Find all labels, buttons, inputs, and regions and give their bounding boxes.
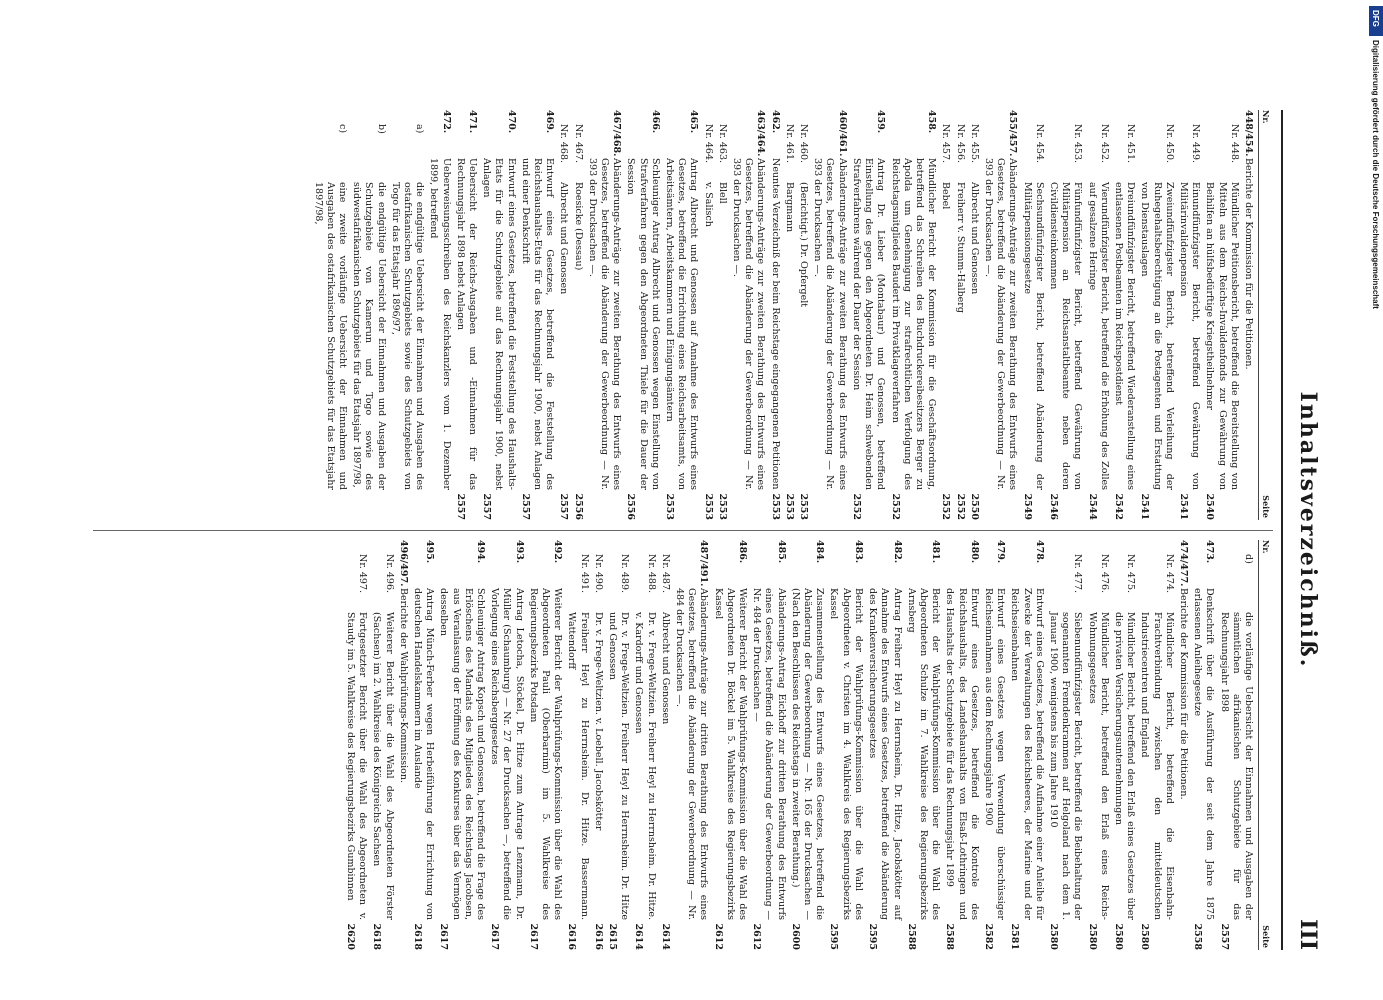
entry-text: Albrecht und Genossen	[659, 612, 671, 725]
entry-number: Nr. 457.	[940, 124, 952, 164]
entry-text: Freiherr v. Stumm-Halberg	[954, 182, 966, 313]
toc-entry	[397, 540, 409, 950]
toc-entry	[1085, 110, 1109, 520]
entry-number: Nr. 490.	[592, 554, 604, 594]
entry-number: Nr. 468.	[558, 124, 570, 164]
entry-number: b)	[375, 124, 387, 134]
entry-text: Roesicke (Dessau)	[572, 182, 584, 271]
entry-number: Nr. 488.	[645, 554, 657, 594]
entry-number: Nr. 461.	[783, 124, 795, 164]
entry-page: 2580	[1112, 923, 1124, 950]
entry-number: 484.	[814, 540, 826, 564]
entry-number: 472.	[440, 110, 452, 134]
entry-page: 2557	[519, 493, 531, 520]
entry-page: 2582	[982, 923, 994, 950]
entry-number: 465.	[688, 110, 700, 134]
entry-page: 2617	[438, 923, 450, 950]
toc-entry	[565, 540, 589, 950]
entry-number: Nr. 477.	[1072, 554, 1084, 594]
toc-entry	[797, 110, 809, 520]
toc-entry	[519, 110, 556, 520]
toc-entry	[527, 540, 564, 950]
entry-text: Abänderungs-Anträge zur zweiten Berathung des Entwurfs eines Gesetzes, betreffend die Abänderung der Gewerbeordnung — Nr. 393 der Drucksachen —.	[812, 158, 848, 490]
column-divider	[93, 530, 1273, 531]
entry-page: 2580	[1086, 923, 1098, 950]
toc-entry	[730, 110, 767, 520]
entry-text: Weiterer Bericht der Wahlprüfungs-Kommission über die Wahl des Abgeordneten Pauli (Oberbarnim) im 5. Wahlkreise des Regierungsbezirks Potsdam	[527, 588, 564, 920]
entry-number: c)	[336, 124, 348, 134]
entry-number: 486.	[737, 540, 749, 564]
header-rule	[1281, 110, 1283, 950]
entry-number: 474/477.	[1177, 540, 1189, 587]
entry-page: 2616	[566, 923, 578, 950]
entry-number: 458.	[926, 110, 938, 134]
toc-entry	[1242, 110, 1254, 520]
entry-number: 492.	[552, 540, 564, 564]
entry-number: d)	[1243, 554, 1254, 564]
entry-number: 455/457.	[1007, 110, 1019, 157]
entry-text: Entwurf eines Gesetzes, betreffend die Feststellung des Reichshaushalts-Etats für das Rechnungsjahr 1900, nebst Anlagen und einer Denkschrift	[519, 158, 556, 490]
entry-number: Nr. 487.	[659, 554, 671, 594]
entry-page: 2557	[1218, 923, 1230, 950]
toc-entry	[1138, 540, 1175, 950]
entry-number: Nr. 456.	[954, 124, 966, 164]
entry-number: Nr. 474.	[1163, 554, 1175, 594]
toc-entry	[953, 110, 965, 520]
toc-entry	[711, 540, 748, 950]
entry-text: die endgültige Uebersicht der Einnahmen und Ausgaben der Schutzgebiete von Kamerun und Togo sowie des südwestafrikanischen Schutzgebiets für das Etatsjahr 1897/98,	[351, 182, 387, 490]
entry-text: Neuntes Verzeichniß der beim Reichstage eingegangenen Petitionen	[769, 158, 781, 490]
entry-number: a)	[414, 124, 426, 134]
entry-text: Dr. v. Frege-Weltzien. Freiherr Heyl zu Herrnsheim. Dr. Hitze. v. Kardorff und Genossen	[633, 612, 657, 920]
toc-entry	[905, 540, 942, 950]
entry-page: 2553	[769, 493, 781, 520]
entry-number: Nr. 475.	[1125, 554, 1137, 594]
toc-entry	[866, 540, 903, 950]
entry-page: 2558	[1192, 923, 1204, 950]
entry-page: 2612	[712, 923, 724, 950]
entry-number: Nr. 453.	[1072, 124, 1084, 164]
entry-text: Zweiundfünfzigster Bericht, betreffend Verleihung der Ruhegehaltsberechtigung an die Postagenten und Erstattung von Dienstauslagen	[1139, 182, 1175, 490]
entry-text: Zusammenstellung des Entwurfs eines Gesetzes, betreffend die Abänderung der Gewerbeordnung — Nr. 165 der Drucksachen — (Nach den Beschlüssen des Reichstags in zweiter Berathung.)	[789, 588, 826, 920]
entry-page: 2557	[481, 493, 493, 520]
toc-entry	[701, 110, 713, 520]
entry-page: 2541	[1139, 493, 1151, 520]
toc-entry	[716, 110, 728, 520]
document-page	[78, 20, 1343, 970]
toc-entry	[982, 110, 1019, 520]
entry-text: Entwurf eines Gesetzes, betreffend die Kontrole des Reichshaushalts, des Landeshaushalts von Elsaß-Lothringen und des Haushalts der Schutzgebiete für das Rechnungsjahr 1899	[944, 588, 980, 920]
entry-text: Vierundfünfzigster Bericht, betreffend die Erhöhung des Zolles auf gesalzene Heringe	[1086, 182, 1110, 490]
toc-entry	[768, 110, 780, 520]
entry-number: 471.	[467, 110, 479, 134]
entry-text: Antrag Freiherr Heyl zu Herrnsheim, Dr. Hitze, Jacobskötter auf Annahme des Entwurfs eines Gesetzes, betreffend die Abänderung des Krankenversicherungsgesetzes	[867, 588, 903, 920]
entry-page: 2549	[1021, 493, 1033, 520]
entry-text: Bericht der Wahlprüfungs-Kommission über die Wahl des Abgeordneten v. Christen im 4. Wahlkreis des Regierungsbezirks Kassel	[828, 588, 864, 920]
entry-text: Bebel	[940, 182, 952, 210]
entry-page: 2580	[1139, 923, 1151, 950]
entry-page: 2617	[527, 923, 539, 950]
entry-text: Mündlicher Petitionsbericht, betreffend die Bereitstellung von Mitteln aus dem Reichs-Invalidenfonds zur Gewährung von Beihilfen an hülfsbedürftige Kriegstheilnehmer	[1204, 182, 1240, 490]
entry-text: Dr. v. Frege-Weltzien. v. Loebell. Jacobskötter	[592, 612, 604, 831]
toc-entry	[982, 540, 1006, 950]
toc-entry	[943, 540, 980, 950]
toc-entry	[344, 540, 368, 950]
entry-page: 2552	[850, 493, 862, 520]
entry-text: Abänderungs-Anträge zur dritten Berathung des Entwurfs eines Gesetzes, betreffend die Abänderung der Gewerbeordnung — Nr. 484 der Drucksachen —.	[674, 588, 710, 920]
entry-number: Nr. 460.	[798, 124, 810, 164]
entry-number: Nr. 448.	[1228, 124, 1240, 164]
toc-entry	[1112, 540, 1136, 950]
entry-number: 467/468.	[611, 110, 623, 157]
toc-entry	[1217, 540, 1254, 950]
toc-entry	[389, 110, 426, 520]
entry-text: Uebersicht der Reichs-Ausgaben und -Einnahmen für das Rechnungsjahr 1898 nebst Anlagen	[454, 158, 479, 490]
entry-text: Berichte der Kommission für die Petitionen.	[1243, 158, 1254, 370]
entry-number: 485.	[775, 540, 787, 564]
entry-text: Abänderungs-Antrag Eickhoff zur dritten Berathung des Entwurfs eines Gesetzes, betreffend die Abänderung der Gewerbeordnung — Nr. 484 der Drucksachen —	[751, 588, 787, 920]
right-column	[93, 540, 1273, 950]
entry-page: 2612	[751, 923, 763, 950]
entry-number: 460/461.	[836, 110, 848, 157]
toc-entry	[571, 110, 583, 520]
toc-entry	[1191, 540, 1215, 950]
entry-number: 479.	[995, 540, 1007, 564]
entry-text: die vorläufige Uebersicht der Einnahmen und Ausgaben der sämmtlichen afrikanischen Schutzgebiete für das Rechnungsjahr 1898	[1218, 612, 1254, 920]
entry-page: 2595	[867, 923, 879, 950]
entry-page: 2544	[1086, 493, 1098, 520]
toc-entry	[454, 110, 478, 520]
entry-number: 470.	[505, 110, 517, 134]
entry-number: 483.	[852, 540, 864, 564]
seite-label: Seite	[1261, 925, 1271, 948]
dfg-logo	[1369, 6, 1383, 36]
toc-entry	[632, 540, 656, 950]
digitization-note	[1372, 40, 1383, 640]
entry-number: 469.	[544, 110, 556, 134]
entry-text: Entwurf eines Gesetzes, betreffend die Feststellung des Haushalts-Etats für die Schutzgebiete auf das Rechnungsjahr 1900, nebst Anlagen	[481, 158, 517, 490]
nr-label: Nr.	[1261, 540, 1271, 554]
entry-number: 478.	[1033, 540, 1045, 564]
entry-page: 2580	[1047, 923, 1059, 950]
toc-entry	[311, 110, 348, 520]
entry-page: 2553	[798, 493, 810, 520]
entry-text: Bericht der Wahlprüfungs-Kommission über die Wahl des Abgeordneten Schulze im 7. Wahlkreise des Regierungsbezirks Arnsberg	[905, 588, 942, 920]
toc-entry	[586, 110, 623, 520]
entry-page: 2542	[1112, 493, 1124, 520]
toc-entry	[606, 540, 630, 950]
entry-text: eine zweite vorläufige Uebersicht der Einnahmen und Ausgaben des ostafrikanischen Schutzgebiets für das Etatsjahr 1897/98,	[312, 182, 348, 490]
entry-number: 494.	[475, 540, 487, 564]
toc-entry	[370, 540, 394, 950]
entry-text: Freiherr Heyl zu Herrnsheim. Dr. Hitze. Bassermann. Wattendorff	[566, 612, 590, 920]
entry-text: Albrecht und Genossen	[968, 182, 980, 295]
entry-page: 2616	[592, 923, 604, 950]
entry-number: Nr. 454.	[1033, 124, 1045, 164]
toc-entry	[488, 540, 525, 950]
entry-page: 2556	[572, 493, 584, 520]
entry-text: Antrag Letocha, Stöckel, Dr. Hitze zum Antrage Lenzmann, Dr. Müller (Schaumburg) — Nr. 27 der Drucksachen —, betreffend die Vorlegung eines Reichsberggesetzes	[489, 588, 525, 920]
entry-text: Fünfundfünfzigster Bericht, betreffend Gewährung von Militärpension an Reichsanstaltbeamte neben deren Civildiensteinkommen	[1047, 182, 1084, 490]
entry-page: 2540	[1204, 493, 1216, 520]
entry-number: Nr. 489.	[619, 554, 631, 594]
toc-entry	[1177, 110, 1201, 520]
entry-text: Einundfünfzigster Bericht, betreffend Gewährung von Militärinvalidenpension	[1177, 182, 1202, 490]
entry-text: Berichte der Kommission für die Petitionen.	[1177, 588, 1189, 800]
entry-page: 2541	[1177, 493, 1189, 520]
entry-text: Mündlicher Bericht der Kommission für die Geschäftsordnung, betreffend das Schreiben des Buchdruckereibesitzers Berger zu Apolda um Genehmigung zur strafrechtlichen Verfolgung des Reichstagsmitgliedes Baudert im Privatklageverfahren	[889, 158, 938, 490]
entry-number: Nr. 464.	[702, 124, 714, 164]
toc-entry	[750, 540, 787, 950]
entry-number: Nr. 452.	[1098, 124, 1110, 164]
entry-text: Antrag Dr. Lieber (Montabaur) und Genossen, betreffend Einstellung des gegen den Abgeordneten Dr. Heim schwebenden Strafverfahrens während der Dauer der Session	[850, 158, 887, 490]
entry-page: 2581	[1009, 923, 1021, 950]
entry-text: Blell	[716, 182, 728, 204]
toc-entry	[850, 110, 887, 520]
entry-page: 2553	[716, 493, 728, 520]
entry-text: Abänderungs-Anträge zur zweiten Berathung des Entwurfs eines Gesetzes, betreffend die Abänderung der Gewerbeordnung — Nr. 393 der Drucksachen —.	[586, 158, 623, 490]
entry-number: 482.	[891, 540, 903, 564]
right-entries	[344, 540, 1254, 950]
entry-number: 487/491.	[698, 540, 710, 587]
entry-number: Nr. 496.	[383, 554, 395, 594]
entry-number: 481.	[930, 540, 942, 564]
toc-entry	[480, 110, 517, 520]
toc-entry	[1008, 540, 1045, 950]
entry-number: 496/497.	[397, 540, 409, 587]
toc-entry	[1020, 110, 1044, 520]
entry-page: 2552	[940, 493, 952, 520]
entry-page: 2553	[702, 493, 714, 520]
toc-entry	[1047, 540, 1084, 950]
entry-number: Nr. 451.	[1125, 124, 1137, 164]
entry-number: Nr. 476.	[1098, 554, 1110, 594]
left-entries	[311, 110, 1254, 520]
entry-text: Antrag Münch-Ferber wegen Herbeiführung der Errichtung von deutschen Handelskammern im Auslande	[412, 588, 436, 920]
toc-entry	[968, 110, 980, 520]
toc-entry	[1203, 110, 1240, 520]
entry-page: 2552	[954, 493, 966, 520]
entry-text: Schleuniger Antrag Kopsch und Genossen, betreffend die Frage des Erlöschens des Mandats des Mitgliedes des Reichstags Jacobsen, aus Veranlassung der Eröffnung des Konkurses über das Vermögen desselben	[438, 588, 487, 920]
nr-label: Nr.	[1261, 110, 1271, 124]
entry-page: 2618	[371, 923, 383, 950]
entry-text: v. Salisch	[702, 182, 714, 227]
entry-number: Nr. 455.	[968, 124, 980, 164]
toc-entry	[783, 110, 795, 520]
entry-text: Sechsundfünfzigster Bericht, betreffend Abänderung der Militärpensionsgesetze	[1021, 182, 1045, 490]
entry-text: (Berichtigt.) Dr. Opfergelt	[798, 182, 810, 308]
toc-entry	[663, 110, 700, 520]
entry-text: Mündlicher Bericht, betreffend den Erlaß eines Gesetzes über die privaten Versicherungsunternehmungen	[1112, 612, 1137, 920]
page-header	[1287, 110, 1321, 950]
entry-page: 2556	[625, 493, 637, 520]
entry-page: 2553	[664, 493, 676, 520]
entry-text: Ueberweisungsschreiben des Reichskanzlers vom 1. Dezember 1899, betreffend	[428, 158, 452, 490]
entry-number: Nr. 463.	[716, 124, 728, 164]
entry-page: 2600	[789, 923, 801, 950]
entry-page: 2615	[607, 923, 619, 950]
entry-text: Mündlicher Bericht, betreffend den Erlaß eines Reichs-Wohnungsgesetzes	[1086, 612, 1110, 920]
entry-page: 2618	[412, 923, 423, 950]
entry-text: Schleuniger Antrag Albrecht und Genossen wegen Einstellung von Strafverfahren gegen den Abgeordneten Thiele für die Dauer der Session	[625, 158, 661, 490]
entry-text: Albrecht und Genossen	[558, 182, 570, 295]
entry-page: 2557	[454, 493, 466, 520]
entry-text: Mündlicher Bericht, betreffend die Eisenbahn-Frachtverbindung zwischen den mitteldeutschen Industriecentren und England	[1139, 612, 1175, 920]
entry-number: Nr. 449.	[1190, 124, 1202, 164]
entry-number: 466.	[649, 110, 661, 134]
entry-number: Nr. 450.	[1163, 124, 1175, 164]
toc-entry	[427, 110, 451, 520]
entry-number: Nr. 491.	[578, 554, 590, 594]
dfg-logo-text: DFG	[1371, 10, 1380, 27]
toc-entry	[789, 540, 826, 950]
entry-text: Abänderungs-Anträge zur zweiten Berathung des Entwurfs eines Gesetzes, betreffend die Abänderung der Gewerbeordnung — Nr. 393 der Drucksachen —.	[982, 158, 1019, 490]
entry-page: 2588	[944, 923, 956, 950]
toc-entry	[811, 110, 848, 520]
toc-entry	[624, 110, 661, 520]
toc-entry	[592, 540, 604, 950]
left-column	[93, 110, 1273, 520]
toc-entry	[827, 540, 864, 950]
toc-entry	[1138, 110, 1175, 520]
entry-page: 2552	[889, 493, 901, 520]
entry-number: 493.	[513, 540, 525, 564]
entry-text: Berichte der Wahlprüfungs-Kommission.	[397, 588, 409, 784]
toc-entry	[557, 110, 569, 520]
entry-page: 2550	[968, 493, 980, 520]
seite-label: Seite	[1261, 495, 1271, 518]
entry-number: 480.	[968, 540, 980, 564]
entry-text: die endgültige Uebersicht der Einnahmen und Ausgaben des ostafrikanischen Schutzgebiets sowie des Schutzgebiets von Togo für das Etatsjahr 1896/97,	[389, 182, 426, 490]
entry-page: 2557	[558, 493, 570, 520]
entry-page: 2620	[344, 923, 356, 950]
entry-text: Siebenundfünfzigster Bericht, betreffend die Beibehaltung der sogenannten Fremdenkrammen auf Helgoland nach dem 1. Januar 1900, wenigstens bis zum Jahre 1910	[1047, 612, 1084, 920]
entry-text: Denkschrift über die Ausführung der seit dem Jahre 1875 erlassenen Anleihegesetze	[1192, 588, 1216, 920]
entry-page: 2595	[828, 923, 840, 950]
entry-text: Antrag Albrecht und Genossen auf Annahme des Entwurfs eines Gesetzes, betreffend die Errichtung eines Reichsarbeitsamts, von Arbeitsämtern, Arbeitskammern und Einigungsämtern	[664, 158, 700, 490]
toc-entry	[1177, 540, 1189, 950]
entry-number: Nr. 467.	[572, 124, 584, 164]
entry-number: 462.	[769, 110, 781, 134]
digitization-note-text: Digitalisierung gefördert durch die Deutsche Forschungsgemeinschaft	[1371, 40, 1380, 309]
toc-entry	[1047, 110, 1084, 520]
toc-entry	[939, 110, 951, 520]
toc-entry	[659, 540, 671, 950]
toc-entry	[888, 110, 937, 520]
entry-page: 2553	[783, 493, 795, 520]
entry-number: 459.	[875, 110, 887, 134]
entry-text: Weiterer Bericht über die Wahl des Abgeordneten Förster (Sachsen) im 2. Wahlkreise des Königreichs Sachsen	[371, 612, 395, 920]
entry-text: Bargmann	[783, 182, 795, 233]
entry-text: Entwurf eines Gesetzes wegen Verwendung überschüssiger Reichseinnahmen aus dem Rechnungsjahre 1900	[982, 588, 1007, 920]
entry-text: Entwurf eines Gesetzes, betreffend die Aufnahme einer Anleihe für Zwecke der Verwaltungen des Reichsheeres, der Marine und der Reichseisenbahnen	[1009, 588, 1045, 920]
toc-entry	[1085, 540, 1109, 950]
page-title: Inhaltsverzeichniß.	[1295, 391, 1321, 669]
toc-entry	[411, 540, 435, 950]
page-number: III	[1295, 919, 1321, 950]
entry-text: Fortgesetzter Bericht über die Wahl des Abgeordneten v. Staudy im 5. Wahlkreise des Regierungsbezirks Gumbinnen	[344, 612, 369, 920]
entry-number: 463/464.	[755, 110, 767, 157]
entry-number: Nr. 497.	[357, 554, 369, 594]
entry-text: Dr. v. Frege-Weltzien. Freiherr Heyl zu Herrnsheim. Dr. Hitze und Genossen	[607, 612, 631, 920]
entry-text: Dreiundfünfzigster Bericht, betreffend Wiederanstellung eines entlassenen Postbeamten im Reichspostdienst	[1112, 182, 1137, 490]
toc-entry	[350, 110, 387, 520]
entry-page: 2617	[489, 923, 501, 950]
entry-text: Weiterer Bericht der Wahlprüfungs-Kommission über die Wahl des Abgeordneten Dr. Böckel im 5. Wahlkreise des Regierungsbezirks Kassel	[712, 588, 749, 920]
entry-page: 2588	[905, 923, 917, 950]
entry-page: 2614	[633, 923, 645, 950]
entry-page: 2546	[1047, 493, 1059, 520]
entry-number: 473.	[1204, 540, 1216, 564]
right-column-head	[1258, 540, 1273, 950]
entry-page: 2614	[659, 923, 671, 950]
entry-number: 448/454.	[1243, 110, 1254, 157]
left-column-head	[1258, 110, 1273, 520]
entry-text: Abänderungs-Anträge zur zweiten Berathung des Entwurfs eines Gesetzes, betreffend die Abänderung der Gewerbeordnung — Nr. 393 der Drucksachen —.	[731, 158, 767, 490]
toc-entry	[437, 540, 486, 950]
entry-number: 495.	[424, 540, 436, 564]
toc-entry	[673, 540, 710, 950]
toc-entry	[1112, 110, 1136, 520]
